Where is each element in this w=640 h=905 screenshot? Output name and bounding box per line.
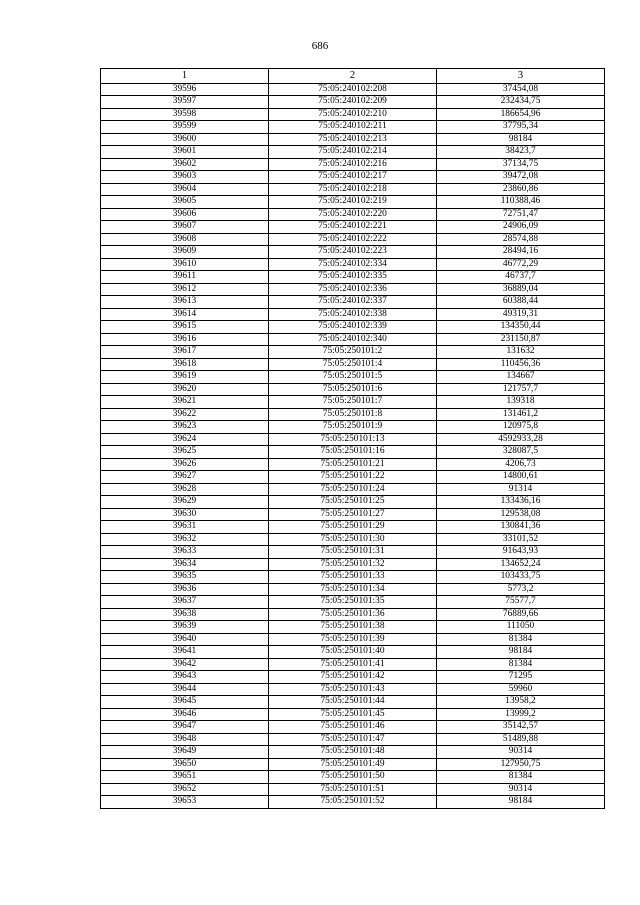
value-cell: 71295 [437,671,605,684]
value-cell: 110456,36 [437,358,605,371]
value-cell: 60388,44 [437,296,605,309]
table-row [101,721,605,734]
value-cell: 110388,46 [437,196,605,209]
row-number-cell: 39652 [101,783,269,796]
value-cell: 51489,88 [437,733,605,746]
table-row [101,383,605,396]
row-number-cell: 39625 [101,446,269,459]
value-cell: 133436,16 [437,496,605,509]
cadastral-number-cell: 75:05:250101:50 [269,771,437,784]
cadastral-number-cell: 75:05:240102:220 [269,208,437,221]
cadastral-number-cell: 75:05:240102:216 [269,158,437,171]
table-row [101,496,605,509]
table-row [101,396,605,409]
value-cell: 72751,47 [437,208,605,221]
row-number-cell: 39605 [101,196,269,209]
row-number-cell: 39611 [101,271,269,284]
cadastral-number-cell: 75:05:250101:33 [269,571,437,584]
table-row [101,571,605,584]
cadastral-number-cell: 75:05:250101:21 [269,458,437,471]
cadastral-number-cell: 75:05:250101:6 [269,383,437,396]
table-row [101,521,605,534]
table-row [101,96,605,109]
cadastral-number-cell: 75:05:250101:25 [269,496,437,509]
row-number-cell: 39642 [101,658,269,671]
table-row [101,508,605,521]
row-number-cell: 39636 [101,583,269,596]
row-number-cell: 39643 [101,671,269,684]
table-row [101,321,605,334]
data-table [100,68,605,809]
table-body [101,83,605,808]
cadastral-number-cell: 75:05:250101:46 [269,721,437,734]
row-number-cell: 39630 [101,508,269,521]
value-cell: 14800,61 [437,471,605,484]
cadastral-number-cell: 75:05:240102:208 [269,83,437,96]
row-number-cell: 39638 [101,608,269,621]
cadastral-number-cell: 75:05:240102:338 [269,308,437,321]
cadastral-number-cell: 75:05:250101:29 [269,521,437,534]
value-cell: 130841,36 [437,521,605,534]
table-row [101,621,605,634]
cadastral-number-cell: 75:05:250101:34 [269,583,437,596]
table-row [101,733,605,746]
row-number-cell: 39623 [101,421,269,434]
cadastral-number-cell: 75:05:240102:217 [269,171,437,184]
row-number-cell: 39598 [101,108,269,121]
cadastral-number-cell: 75:05:240102:210 [269,108,437,121]
table-row [101,146,605,159]
value-cell: 91314 [437,483,605,496]
value-cell: 37134,75 [437,158,605,171]
cadastral-number-cell: 75:05:250101:13 [269,433,437,446]
value-cell: 129538,08 [437,508,605,521]
row-number-cell: 39612 [101,283,269,296]
cadastral-number-cell: 75:05:240102:336 [269,283,437,296]
value-cell: 134667 [437,371,605,384]
table-row [101,646,605,659]
row-number-cell: 39641 [101,646,269,659]
table-row [101,83,605,96]
value-cell: 81384 [437,771,605,784]
row-number-cell: 39628 [101,483,269,496]
row-number-cell: 39613 [101,296,269,309]
value-cell: 121757,7 [437,383,605,396]
table-row [101,633,605,646]
row-number-cell: 39601 [101,146,269,159]
cadastral-number-cell: 75:05:240102:340 [269,333,437,346]
cadastral-number-cell: 75:05:250101:16 [269,446,437,459]
row-number-cell: 39603 [101,171,269,184]
row-number-cell: 39616 [101,333,269,346]
value-cell: 49319,31 [437,308,605,321]
cadastral-number-cell: 75:05:250101:35 [269,596,437,609]
table-row [101,608,605,621]
row-number-cell: 39650 [101,758,269,771]
value-cell: 98184 [437,646,605,659]
value-cell: 81384 [437,633,605,646]
value-cell: 37795,34 [437,121,605,134]
value-cell: 4592933,28 [437,433,605,446]
cadastral-number-cell: 75:05:250101:39 [269,633,437,646]
row-number-cell: 39632 [101,533,269,546]
table-row [101,671,605,684]
value-cell: 111050 [437,621,605,634]
row-number-cell: 39622 [101,408,269,421]
value-cell: 98184 [437,796,605,809]
row-number-cell: 39600 [101,133,269,146]
value-cell: 103433,75 [437,571,605,584]
cadastral-number-cell: 75:05:250101:38 [269,621,437,634]
cadastral-number-cell: 75:05:240102:335 [269,271,437,284]
table-row [101,108,605,121]
cadastral-number-cell: 75:05:240102:222 [269,233,437,246]
row-number-cell: 39617 [101,346,269,359]
table-row [101,746,605,759]
row-number-cell: 39645 [101,696,269,709]
row-number-cell: 39610 [101,258,269,271]
row-number-cell: 39602 [101,158,269,171]
cadastral-number-cell: 75:05:250101:45 [269,708,437,721]
cadastral-number-cell: 75:05:250101:43 [269,683,437,696]
row-number-cell: 39620 [101,383,269,396]
value-cell: 76889,66 [437,608,605,621]
table-row [101,296,605,309]
table-row [101,533,605,546]
cadastral-number-cell: 75:05:240102:223 [269,246,437,259]
table-row [101,121,605,134]
value-cell: 75577,7 [437,596,605,609]
cadastral-number-cell: 75:05:250101:31 [269,546,437,559]
value-cell: 328087,5 [437,446,605,459]
row-number-cell: 39648 [101,733,269,746]
value-cell: 37454,08 [437,83,605,96]
cadastral-number-cell: 75:05:250101:8 [269,408,437,421]
table-row [101,271,605,284]
table-row [101,308,605,321]
row-number-cell: 39599 [101,121,269,134]
table-row [101,708,605,721]
table-row [101,546,605,559]
cadastral-number-cell: 75:05:240102:334 [269,258,437,271]
table-row [101,233,605,246]
value-cell: 81384 [437,658,605,671]
value-cell: 98184 [437,133,605,146]
table-row [101,333,605,346]
table-row [101,221,605,234]
cadastral-number-cell: 75:05:240102:339 [269,321,437,334]
table-row [101,696,605,709]
value-cell: 91643,93 [437,546,605,559]
cadastral-number-cell: 75:05:250101:49 [269,758,437,771]
table-header [101,69,605,84]
cadastral-number-cell: 75:05:240102:211 [269,121,437,134]
table-row [101,771,605,784]
value-cell: 59960 [437,683,605,696]
cadastral-number-cell: 75:05:240102:219 [269,196,437,209]
value-cell: 5773,2 [437,583,605,596]
value-cell: 13999,2 [437,708,605,721]
table-row [101,171,605,184]
cadastral-number-cell: 75:05:250101:44 [269,696,437,709]
table-row [101,558,605,571]
row-number-cell: 39646 [101,708,269,721]
cadastral-number-cell: 75:05:250101:36 [269,608,437,621]
value-cell: 90314 [437,783,605,796]
cadastral-number-cell: 75:05:240102:221 [269,221,437,234]
cadastral-number-cell: 75:05:250101:52 [269,796,437,809]
value-cell: 131461,2 [437,408,605,421]
value-cell: 46737,7 [437,271,605,284]
table-row [101,483,605,496]
cadastral-number-cell: 75:05:250101:32 [269,558,437,571]
row-number-cell: 39615 [101,321,269,334]
value-cell: 231150,87 [437,333,605,346]
table-row [101,371,605,384]
row-number-cell: 39596 [101,83,269,96]
cadastral-number-cell: 75:05:250101:41 [269,658,437,671]
value-cell: 39472,08 [437,171,605,184]
cadastral-number-cell: 75:05:250101:5 [269,371,437,384]
table-row [101,246,605,259]
row-number-cell: 39649 [101,746,269,759]
table-row [101,471,605,484]
table-row [101,758,605,771]
value-cell: 127950,75 [437,758,605,771]
cadastral-number-cell: 75:05:250101:51 [269,783,437,796]
table-row [101,208,605,221]
table-row [101,446,605,459]
cadastral-number-cell: 75:05:250101:47 [269,733,437,746]
table-row [101,183,605,196]
cadastral-number-cell: 75:05:250101:9 [269,421,437,434]
value-cell: 134652,24 [437,558,605,571]
header-row [101,69,605,84]
value-cell: 36889,04 [437,283,605,296]
header-cell-2: 2 [269,69,437,84]
row-number-cell: 39614 [101,308,269,321]
table-row [101,783,605,796]
cadastral-number-cell: 75:05:240102:337 [269,296,437,309]
table-row [101,346,605,359]
value-cell: 4206,73 [437,458,605,471]
value-cell: 46772,29 [437,258,605,271]
table-row [101,433,605,446]
row-number-cell: 39606 [101,208,269,221]
row-number-cell: 39644 [101,683,269,696]
cadastral-number-cell: 75:05:250101:24 [269,483,437,496]
cadastral-number-cell: 75:05:250101:22 [269,471,437,484]
value-cell: 35142,57 [437,721,605,734]
cadastral-number-cell: 75:05:250101:27 [269,508,437,521]
value-cell: 90314 [437,746,605,759]
cadastral-number-cell: 75:05:250101:30 [269,533,437,546]
row-number-cell: 39619 [101,371,269,384]
table-row [101,596,605,609]
row-number-cell: 39604 [101,183,269,196]
value-cell: 13958,2 [437,696,605,709]
cadastral-number-cell: 75:05:250101:42 [269,671,437,684]
row-number-cell: 39609 [101,246,269,259]
row-number-cell: 39647 [101,721,269,734]
row-number-cell: 39631 [101,521,269,534]
value-cell: 28574,88 [437,233,605,246]
row-number-cell: 39637 [101,596,269,609]
value-cell: 139318 [437,396,605,409]
value-cell: 120975,8 [437,421,605,434]
table-row [101,358,605,371]
cadastral-number-cell: 75:05:250101:40 [269,646,437,659]
value-cell: 38423,7 [437,146,605,159]
row-number-cell: 39608 [101,233,269,246]
table-row [101,421,605,434]
value-cell: 28494,16 [437,246,605,259]
row-number-cell: 39607 [101,221,269,234]
value-cell: 186654,96 [437,108,605,121]
row-number-cell: 39629 [101,496,269,509]
cadastral-number-cell: 75:05:250101:2 [269,346,437,359]
value-cell: 232434,75 [437,96,605,109]
row-number-cell: 39633 [101,546,269,559]
table-row [101,133,605,146]
value-cell: 33101,52 [437,533,605,546]
row-number-cell: 39621 [101,396,269,409]
table-row [101,796,605,809]
table-row [101,583,605,596]
row-number-cell: 39639 [101,621,269,634]
cadastral-number-cell: 75:05:250101:48 [269,746,437,759]
row-number-cell: 39626 [101,458,269,471]
value-cell: 134350,44 [437,321,605,334]
row-number-cell: 39597 [101,96,269,109]
row-number-cell: 39624 [101,433,269,446]
table-row [101,196,605,209]
row-number-cell: 39653 [101,796,269,809]
row-number-cell: 39634 [101,558,269,571]
table-row [101,408,605,421]
page-number: 686 [311,40,329,52]
row-number-cell: 39635 [101,571,269,584]
row-number-cell: 39627 [101,471,269,484]
value-cell: 24906,09 [437,221,605,234]
table-row [101,283,605,296]
header-cell-1: 1 [101,69,269,84]
value-cell: 23860,86 [437,183,605,196]
cadastral-number-cell: 75:05:250101:7 [269,396,437,409]
row-number-cell: 39640 [101,633,269,646]
cadastral-number-cell: 75:05:240102:214 [269,146,437,159]
table-row [101,258,605,271]
row-number-cell: 39651 [101,771,269,784]
cadastral-number-cell: 75:05:250101:4 [269,358,437,371]
cadastral-number-cell: 75:05:240102:218 [269,183,437,196]
table-row [101,158,605,171]
cadastral-number-cell: 75:05:240102:213 [269,133,437,146]
table-row [101,458,605,471]
table-row [101,683,605,696]
cadastral-number-cell: 75:05:240102:209 [269,96,437,109]
table-row [101,658,605,671]
value-cell: 131632 [437,346,605,359]
header-cell-3: 3 [437,69,605,84]
row-number-cell: 39618 [101,358,269,371]
